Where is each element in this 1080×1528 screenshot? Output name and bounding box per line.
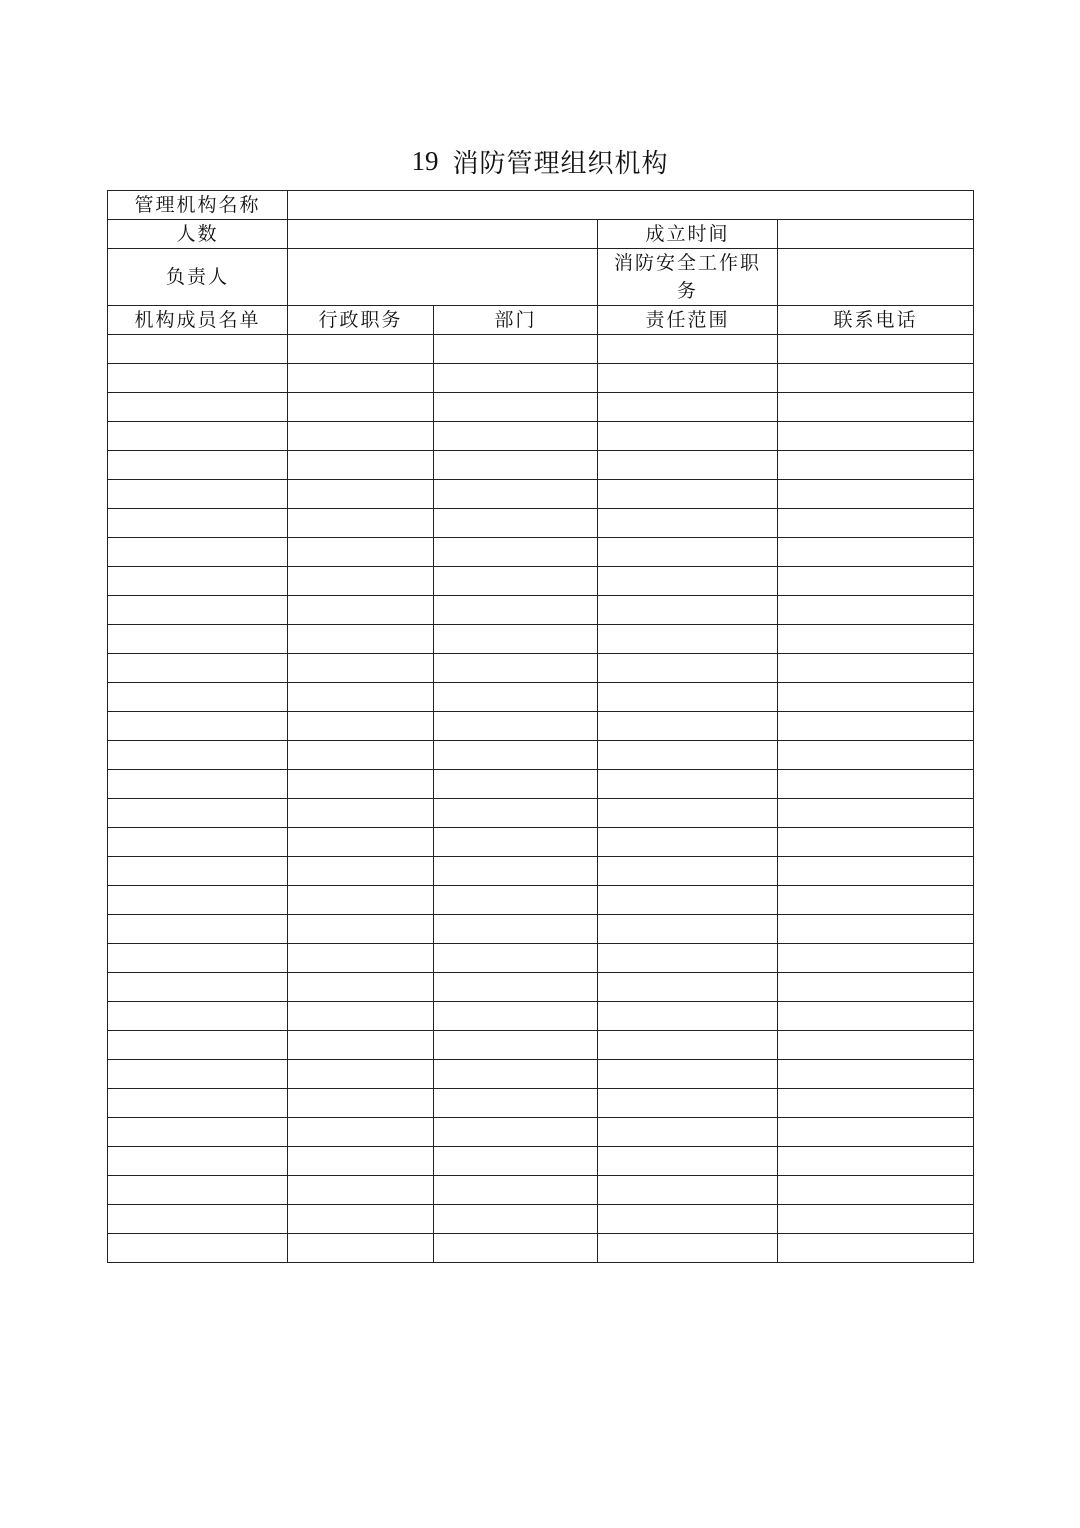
member-name-cell[interactable] [108,712,288,741]
admin-post-cell[interactable] [288,422,434,451]
department-cell[interactable] [434,828,598,857]
member-name-cell[interactable] [108,828,288,857]
member-name-cell[interactable] [108,973,288,1002]
table-row [108,1118,974,1147]
table-row [108,1089,974,1118]
member-name-cell[interactable] [108,1205,288,1234]
org-name-field[interactable] [288,191,974,220]
phone-cell[interactable] [778,480,974,509]
department-cell[interactable] [434,1089,598,1118]
member-name-cell[interactable] [108,1002,288,1031]
responsibility-cell[interactable] [598,1031,778,1060]
department-cell[interactable] [434,654,598,683]
admin-post-cell[interactable] [288,654,434,683]
member-name-cell[interactable] [108,654,288,683]
responsibility-cell[interactable] [598,683,778,712]
admin-post-cell[interactable] [288,538,434,567]
admin-post-cell[interactable] [288,1234,434,1263]
table-row [108,335,974,364]
phone-cell[interactable] [778,625,974,654]
table-row [108,1031,974,1060]
table-row [108,1176,974,1205]
admin-post-cell[interactable] [288,973,434,1002]
table-row [108,828,974,857]
responsibility-cell[interactable] [598,625,778,654]
column-header-phone: 联系电话 [778,306,974,335]
department-cell[interactable] [434,567,598,596]
phone-cell[interactable] [778,393,974,422]
responsibility-cell[interactable] [598,654,778,683]
phone-cell[interactable] [778,886,974,915]
department-cell[interactable] [434,1147,598,1176]
table-row [108,770,974,799]
department-cell[interactable] [434,422,598,451]
department-cell[interactable] [434,1002,598,1031]
founded-field[interactable] [778,220,974,249]
member-name-cell[interactable] [108,1147,288,1176]
admin-post-cell[interactable] [288,393,434,422]
admin-post-cell[interactable] [288,625,434,654]
responsibility-cell[interactable] [598,915,778,944]
founded-label: 成立时间 [598,220,778,249]
admin-post-cell[interactable] [288,335,434,364]
title-number: 19 [411,145,439,176]
admin-post-cell[interactable] [288,1118,434,1147]
table-row [108,1205,974,1234]
member-name-cell[interactable] [108,335,288,364]
phone-cell[interactable] [778,857,974,886]
responsibility-cell[interactable] [598,1089,778,1118]
department-cell[interactable] [434,393,598,422]
table-row [108,538,974,567]
responsibility-cell[interactable] [598,857,778,886]
admin-post-cell[interactable] [288,1031,434,1060]
department-cell[interactable] [434,712,598,741]
member-name-cell[interactable] [108,1060,288,1089]
fire-management-form [107,190,974,1263]
phone-cell[interactable] [778,770,974,799]
title-text: 消防管理组织机构 [452,148,669,179]
table-row [108,683,974,712]
phone-cell[interactable] [778,973,974,1002]
leader-label: 负责人 [108,249,288,306]
member-name-cell[interactable] [108,509,288,538]
member-name-cell[interactable] [108,799,288,828]
responsibility-cell[interactable] [598,1176,778,1205]
department-cell[interactable] [434,973,598,1002]
table-row [108,596,974,625]
member-name-cell[interactable] [108,422,288,451]
department-cell[interactable] [434,799,598,828]
phone-cell[interactable] [778,799,974,828]
phone-cell[interactable] [778,422,974,451]
phone-cell[interactable] [778,538,974,567]
member-name-cell[interactable] [108,886,288,915]
duty-field[interactable] [778,249,974,306]
table-row [108,625,974,654]
admin-post-cell[interactable] [288,509,434,538]
phone-cell[interactable] [778,683,974,712]
admin-post-cell[interactable] [288,857,434,886]
responsibility-cell[interactable] [598,335,778,364]
department-cell[interactable] [434,1234,598,1263]
table-row [108,567,974,596]
table-row [108,1147,974,1176]
member-name-cell[interactable] [108,538,288,567]
leader-field[interactable] [288,249,598,306]
phone-cell[interactable] [778,1176,974,1205]
phone-cell[interactable] [778,1002,974,1031]
responsibility-cell[interactable] [598,422,778,451]
responsibility-cell[interactable] [598,364,778,393]
admin-post-cell[interactable] [288,1060,434,1089]
page-title [0,136,1080,186]
responsibility-cell[interactable] [598,567,778,596]
table-row [108,915,974,944]
department-cell[interactable] [434,1205,598,1234]
member-name-cell[interactable] [108,625,288,654]
table-row [108,741,974,770]
member-name-cell[interactable] [108,364,288,393]
admin-post-cell[interactable] [288,1205,434,1234]
department-cell[interactable] [434,741,598,770]
headcount-field[interactable] [288,220,598,249]
table-row [108,1060,974,1089]
department-cell[interactable] [434,1118,598,1147]
department-cell[interactable] [434,509,598,538]
table-row [108,1234,974,1263]
responsibility-cell[interactable] [598,944,778,973]
column-header-department: 部门 [434,306,598,335]
responsibility-cell[interactable] [598,1205,778,1234]
responsibility-cell[interactable] [598,451,778,480]
duty-label: 消防安全工作职务 [613,252,761,302]
duty-label-cell [598,249,778,306]
responsibility-cell[interactable] [598,886,778,915]
phone-cell[interactable] [778,1118,974,1147]
responsibility-cell[interactable] [598,1002,778,1031]
admin-post-cell[interactable] [288,828,434,857]
phone-cell[interactable] [778,509,974,538]
member-name-cell[interactable] [108,915,288,944]
column-header-admin-post: 行政职务 [288,306,434,335]
responsibility-cell[interactable] [598,741,778,770]
phone-cell[interactable] [778,567,974,596]
responsibility-cell[interactable] [598,1118,778,1147]
responsibility-cell[interactable] [598,973,778,1002]
phone-cell[interactable] [778,451,974,480]
department-cell[interactable] [434,1031,598,1060]
member-name-cell[interactable] [108,451,288,480]
column-header-responsibility: 责任范围 [598,306,778,335]
org-name-label: 管理机构名称 [108,191,288,220]
responsibility-cell[interactable] [598,799,778,828]
member-name-cell[interactable] [108,567,288,596]
admin-post-cell[interactable] [288,915,434,944]
phone-cell[interactable] [778,1205,974,1234]
admin-post-cell[interactable] [288,1002,434,1031]
member-name-cell[interactable] [108,1118,288,1147]
responsibility-cell[interactable] [598,480,778,509]
member-name-cell[interactable] [108,1031,288,1060]
table-row [108,1002,974,1031]
admin-post-cell[interactable] [288,944,434,973]
phone-cell[interactable] [778,828,974,857]
table-row [108,654,974,683]
department-cell[interactable] [434,1060,598,1089]
department-cell[interactable] [434,915,598,944]
department-cell[interactable] [434,1176,598,1205]
responsibility-cell[interactable] [598,538,778,567]
admin-post-cell[interactable] [288,1176,434,1205]
phone-cell[interactable] [778,915,974,944]
responsibility-cell[interactable] [598,509,778,538]
phone-cell[interactable] [778,364,974,393]
admin-post-cell[interactable] [288,364,434,393]
responsibility-cell[interactable] [598,1147,778,1176]
department-cell[interactable] [434,596,598,625]
member-name-cell[interactable] [108,393,288,422]
phone-cell[interactable] [778,712,974,741]
members-header-row [108,306,974,335]
table-row [108,393,974,422]
phone-cell[interactable] [778,1234,974,1263]
table-row [108,451,974,480]
phone-cell[interactable] [778,654,974,683]
phone-cell[interactable] [778,1147,974,1176]
table-row [108,509,974,538]
phone-cell[interactable] [778,1089,974,1118]
responsibility-cell[interactable] [598,1060,778,1089]
member-name-cell[interactable] [108,1089,288,1118]
table-row [108,422,974,451]
table-row [108,712,974,741]
department-cell[interactable] [434,770,598,799]
admin-post-cell[interactable] [288,1147,434,1176]
admin-post-cell[interactable] [288,741,434,770]
phone-cell[interactable] [778,741,974,770]
admin-post-cell[interactable] [288,799,434,828]
headcount-row [108,220,974,249]
member-name-cell[interactable] [108,683,288,712]
headcount-label: 人数 [108,220,288,249]
org-name-row [108,191,974,220]
department-cell[interactable] [434,538,598,567]
member-name-cell[interactable] [108,944,288,973]
admin-post-cell[interactable] [288,567,434,596]
table-row [108,944,974,973]
admin-post-cell[interactable] [288,1089,434,1118]
member-name-cell[interactable] [108,857,288,886]
department-cell[interactable] [434,625,598,654]
member-name-cell[interactable] [108,1176,288,1205]
table-row [108,799,974,828]
phone-cell[interactable] [778,1060,974,1089]
responsibility-cell[interactable] [598,712,778,741]
phone-cell[interactable] [778,335,974,364]
responsibility-cell[interactable] [598,828,778,857]
member-name-cell[interactable] [108,480,288,509]
table-row [108,480,974,509]
phone-cell[interactable] [778,596,974,625]
table-row [108,973,974,1002]
department-cell[interactable] [434,451,598,480]
responsibility-cell[interactable] [598,1234,778,1263]
department-cell[interactable] [434,944,598,973]
phone-cell[interactable] [778,944,974,973]
department-cell[interactable] [434,683,598,712]
leader-row [108,249,974,306]
member-name-cell[interactable] [108,1234,288,1263]
column-header-member-name: 机构成员名单 [108,306,288,335]
department-cell[interactable] [434,480,598,509]
admin-post-cell[interactable] [288,596,434,625]
admin-post-cell[interactable] [288,683,434,712]
table-row [108,857,974,886]
responsibility-cell[interactable] [598,393,778,422]
admin-post-cell[interactable] [288,770,434,799]
phone-cell[interactable] [778,1031,974,1060]
admin-post-cell[interactable] [288,480,434,509]
department-cell[interactable] [434,857,598,886]
admin-post-cell[interactable] [288,451,434,480]
table-row [108,364,974,393]
member-name-cell[interactable] [108,770,288,799]
member-name-cell[interactable] [108,596,288,625]
department-cell[interactable] [434,335,598,364]
responsibility-cell[interactable] [598,770,778,799]
admin-post-cell[interactable] [288,886,434,915]
responsibility-cell[interactable] [598,596,778,625]
table-row [108,886,974,915]
member-name-cell[interactable] [108,741,288,770]
admin-post-cell[interactable] [288,712,434,741]
department-cell[interactable] [434,364,598,393]
department-cell[interactable] [434,886,598,915]
